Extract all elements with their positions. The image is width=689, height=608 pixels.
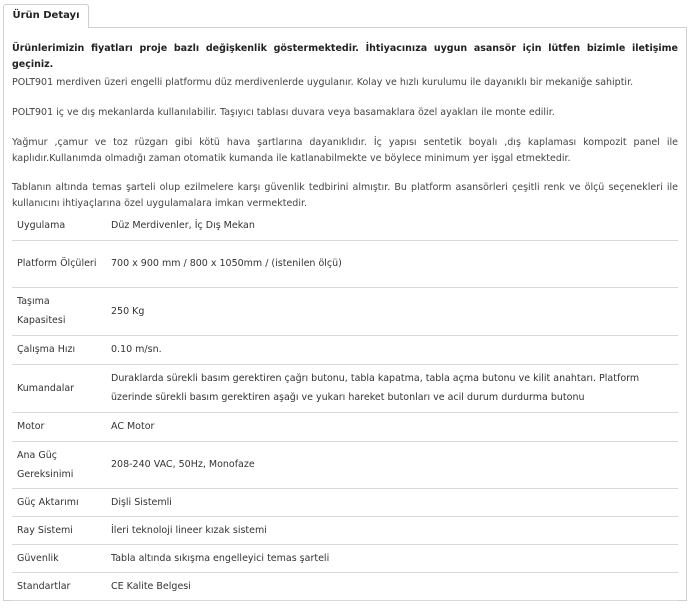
spec-key: Ana Güç Gereksinimi (12, 441, 106, 488)
table-row (12, 412, 678, 441)
description-paragraph: POLT901 merdiven üzeri engelli platformu düz merdivenlerde uygulanır. Kolay ve hızlı kurulumu ile dayanıklı bir mekaniğe sahiptir. (12, 77, 634, 88)
spec-value: CE Kalite Belgesi (106, 572, 678, 600)
spec-key: Motor (12, 412, 106, 441)
table-row (12, 488, 678, 516)
spec-key: Platform Ölçüleri (12, 240, 106, 287)
spec-value: 0.10 m/sn. (106, 335, 678, 364)
spec-value: Tabla altında sıkışma engelleyici temas şarteli (106, 544, 678, 572)
table-row (12, 335, 678, 364)
spec-key: Çalışma Hızı (12, 335, 106, 364)
description-paragraph: Yağmur ,çamur ve toz rüzgarı gibi kötü hava şartlarına dayanıklıdır. İç yapısı sentetik boyalı ,dış kaplaması kompozit panel ile kaplıdır.Kullanımda olmadığı zaman otomatik kumanda ile katlanabilmekte ve böylece minimum yer işgal etmektedir. (12, 137, 678, 164)
table-row (12, 240, 678, 287)
table-row (12, 287, 678, 335)
spec-key: Güç Aktarımı (12, 488, 106, 516)
spec-key: Güvenlik (12, 544, 106, 572)
table-row (12, 212, 678, 240)
table-row (12, 441, 678, 488)
spec-value: Düz Merdivenler, İç Dış Mekan (106, 212, 678, 240)
tab-urun-detayi[interactable]: Ürün Detayı (3, 4, 89, 28)
spec-key: Standartlar (12, 572, 106, 600)
table-row (12, 516, 678, 544)
tab-panel (3, 27, 687, 601)
table-row (12, 572, 678, 600)
spec-key: Kumandalar (12, 364, 106, 412)
spec-table (12, 212, 678, 601)
product-detail-content (12, 41, 678, 601)
spec-value: İleri teknoloji lineer kızak sistemi (106, 516, 678, 544)
description-paragraph: Tablanın altında temas şarteli olup ezilmelere karşı güvenlik tedbirini almıştır. Bu platform asansörleri çeşitli renk ve ölçü seçenekleri ile kullanıcını ihtiyaçlarına özel uygulamalara imkan vermektedir. (12, 182, 678, 209)
price-notice: Ürünlerimizin fiyatları proje bazlı değişkenlik göstermektedir. İhtiyacınıza uygun asansör için lütfen bizimle iletişime geçiniz. (12, 43, 678, 70)
table-row (12, 544, 678, 572)
spec-key: Ray Sistemi (12, 516, 106, 544)
table-row (12, 364, 678, 412)
spec-key: Uygulama (12, 212, 106, 240)
spec-value: 208-240 VAC, 50Hz, Monofaze (106, 441, 678, 488)
spec-value: Dişli Sistemli (106, 488, 678, 516)
spec-key: Taşıma Kapasitesi (12, 287, 106, 335)
spec-value: AC Motor (106, 412, 678, 441)
spec-value: 700 x 900 mm / 800 x 1050mm / (istenilen ölçü) (106, 240, 678, 287)
tab-strip (3, 0, 689, 28)
spec-value: 250 Kg (106, 287, 678, 335)
description-paragraph: POLT901 iç ve dış mekanlarda kullanılabilir. Taşıyıcı tablası duvara veya basamaklara özel ayakları ile monte edilir. (12, 107, 555, 118)
spec-value: Duraklarda sürekli basım gerektiren çağrı butonu, tabla kapatma, tabla açma butonu ve kilit anahtarı. Platform üzerinde sürekli basım gerektiren aşağı ve yukarı hareket butonları ve acil durum durdurma butonu (106, 364, 678, 412)
